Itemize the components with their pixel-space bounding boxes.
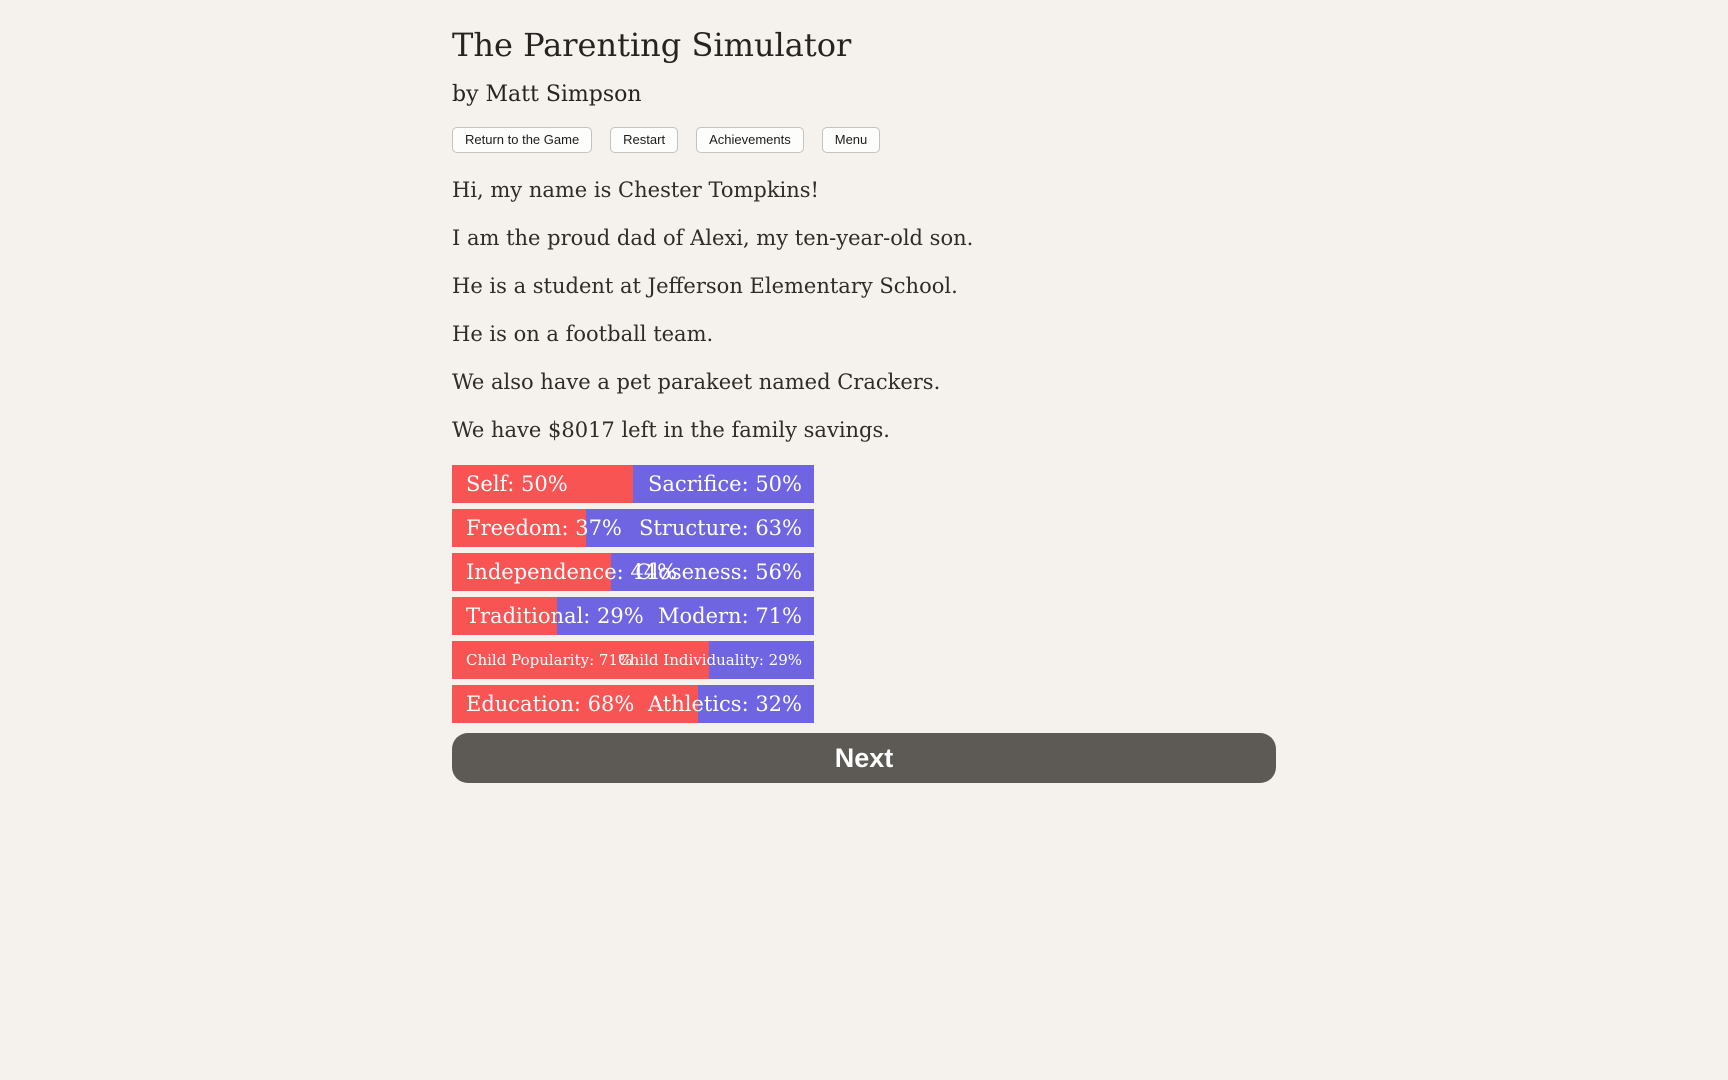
stat-bar-independence-closeness [452,553,814,591]
story-paragraph: We have $8017 left in the family savings. [452,418,890,443]
stat-bar-education-athletics [452,685,814,723]
story-paragraph: He is on a football team. [452,322,714,347]
stat-left-label: Traditional: 29% [466,604,644,629]
stat-right-label: Closeness: 56% [635,560,802,585]
stat-right-label: Sacrifice: 50% [647,472,802,497]
stat-bar-traditional-modern [452,597,814,635]
stat-left-label: Education: 68% [466,692,635,717]
stat-left-label: Independence: 44% [466,560,678,585]
restart-button[interactable]: Restart [610,127,678,153]
content-column [452,0,1276,783]
stat-right-label: Structure: 63% [638,516,802,541]
nav-button-row [452,127,1276,153]
stat-bar-freedom-structure [452,509,814,547]
stats-panel [452,465,814,723]
return-to-game-button[interactable]: Return to the Game [452,127,592,153]
author-byline: by Matt Simpson [452,82,642,108]
menu-button[interactable]: Menu [822,127,881,153]
page-title: The Parenting Simulator [452,26,852,64]
achievements-button[interactable]: Achievements [696,127,804,153]
stat-right-label: Athletics: 32% [647,692,802,717]
story-paragraph: We also have a pet parakeet named Crackers. [452,370,941,395]
stat-left-label: Freedom: 37% [466,516,622,541]
story-text [452,177,1276,443]
stat-left-label: Child Popularity: 71% [466,651,633,670]
stat-right-label: Modern: 71% [657,604,802,629]
stat-bar-child-popularity-individuality [452,641,814,679]
stat-bar-self-sacrifice [452,465,814,503]
story-paragraph: He is a student at Jefferson Elementary School. [452,274,958,299]
stat-right-label: Child Individuality: 29% [618,651,802,670]
story-paragraph: Hi, my name is Chester Tompkins! [452,178,819,203]
next-button[interactable]: Next [452,733,1276,783]
story-paragraph: I am the proud dad of Alexi, my ten-year-old son. [452,226,974,251]
stat-left-label: Self: 50% [466,472,568,497]
